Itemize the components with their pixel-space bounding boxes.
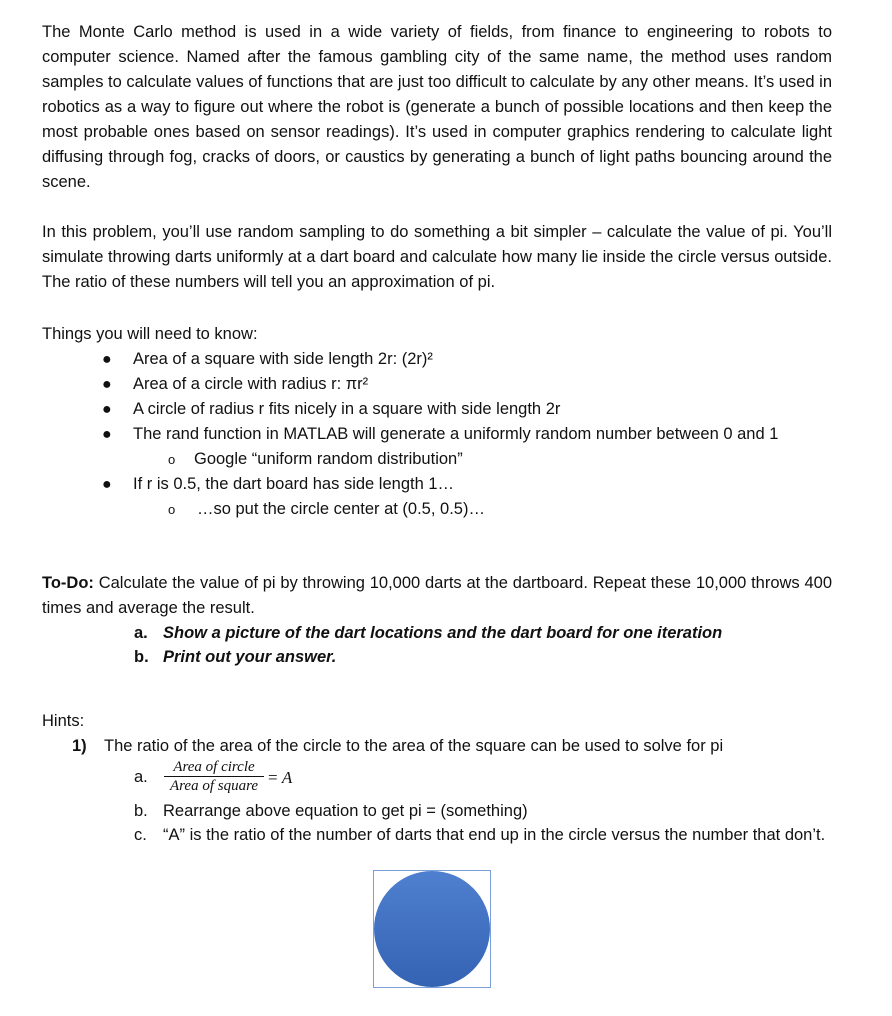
equation-row	[42, 759, 832, 799]
hint-sub-text: “A” is the ratio of the number of darts that end up in the circle versus the number that don’t.	[163, 826, 826, 844]
list-item	[42, 422, 832, 447]
todo-item-letter: a.	[134, 624, 148, 642]
know-list-continued	[42, 472, 832, 497]
hint-sub-letter: c.	[134, 826, 147, 844]
hint-sub-item	[42, 799, 832, 823]
intro-paragraph-1: The Monte Carlo method is used in a wide variety of fields, from finance to engineering to robots to computer science. Named after the famous gambling city of the same name, the method uses random samples to calculate values of functions that are just too difficult to calculate by any other means. It’s used in robotics as a way to figure out where the robot is (generate a bunch of possible locations and then keep the most probable ones based on sensor readings). It’s used in computer graphics rendering to calculate light diffusing through fog, cracks of doors, or caustics by generating a bunch of light paths bouncing around the scene.	[42, 23, 832, 191]
todo-item	[42, 621, 832, 645]
list-item-text: Area of a square with side length 2r: (2r)²	[133, 350, 433, 368]
list-item-text: The rand function in MATLAB will generate a uniformly random number between 0 and 1	[133, 425, 779, 443]
todo-text: Calculate the value of pi by throwing 10,000 darts at the dartboard. Repeat these 10,000 throws 400 times and average the result.	[42, 574, 832, 617]
hint-item	[42, 734, 832, 759]
know-list	[42, 347, 832, 447]
equation-fraction	[164, 759, 264, 795]
todo-item-letter: b.	[134, 648, 149, 666]
equation-numerator: Area of circle	[164, 759, 264, 777]
sub-list-item-text: Google “uniform random distribution”	[194, 450, 463, 468]
list-item	[42, 372, 832, 397]
hollow-bullet-icon: o	[168, 502, 176, 517]
dart-board-circle	[374, 871, 490, 987]
equation-variable: A	[281, 768, 293, 787]
hint-sub-item	[42, 823, 832, 847]
equation-letter: a.	[134, 768, 148, 786]
hints-heading: Hints:	[42, 712, 85, 730]
list-item	[42, 472, 832, 497]
equation-rhs	[268, 768, 292, 788]
todo-label: To-Do:	[42, 574, 94, 592]
bullet-icon: ●	[102, 476, 112, 493]
know-heading: Things you will need to know:	[42, 325, 258, 343]
sub-list-item	[42, 447, 832, 472]
todo-item-text: Print out your answer.	[163, 648, 337, 666]
list-item-text: Area of a circle with radius r: πr²	[133, 375, 369, 393]
equation-denominator: Area of square	[169, 778, 259, 794]
list-item-text: If r is 0.5, the dart board has side length 1…	[133, 475, 455, 493]
document-page	[42, 20, 832, 847]
bullet-icon: ●	[102, 426, 112, 443]
equals-sign: =	[268, 768, 278, 787]
sub-list-item	[42, 497, 832, 522]
hollow-bullet-icon: o	[168, 452, 176, 467]
list-item	[42, 347, 832, 372]
hint-sub-text: Rearrange above equation to get pi = (something)	[163, 802, 528, 820]
sub-list-item-text: …so put the circle center at (0.5, 0.5)…	[197, 500, 485, 518]
todo-paragraph	[42, 571, 832, 621]
bullet-icon: ●	[102, 401, 112, 418]
bullet-icon: ●	[102, 351, 112, 368]
list-item	[42, 397, 832, 422]
list-item-text: A circle of radius r fits nicely in a square with side length 2r	[133, 400, 561, 418]
hint-text: The ratio of the area of the circle to the area of the square can be used to solve for pi	[104, 737, 724, 755]
hint-sub-letter: b.	[134, 802, 148, 820]
todo-item	[42, 645, 832, 669]
intro-paragraph-2: In this problem, you’ll use random sampling to do something a bit simpler – calculate the value of pi. You’ll simulate throwing darts uniformly at a dart board and calculate how many lie inside the circle versus outside. The ratio of these numbers will tell you an approximation of pi.	[42, 223, 832, 291]
bullet-icon: ●	[102, 376, 112, 393]
todo-item-text: Show a picture of the dart locations and the dart board for one iteration	[163, 624, 723, 642]
dart-board-figure	[373, 870, 491, 988]
hint-number: 1)	[72, 737, 87, 755]
